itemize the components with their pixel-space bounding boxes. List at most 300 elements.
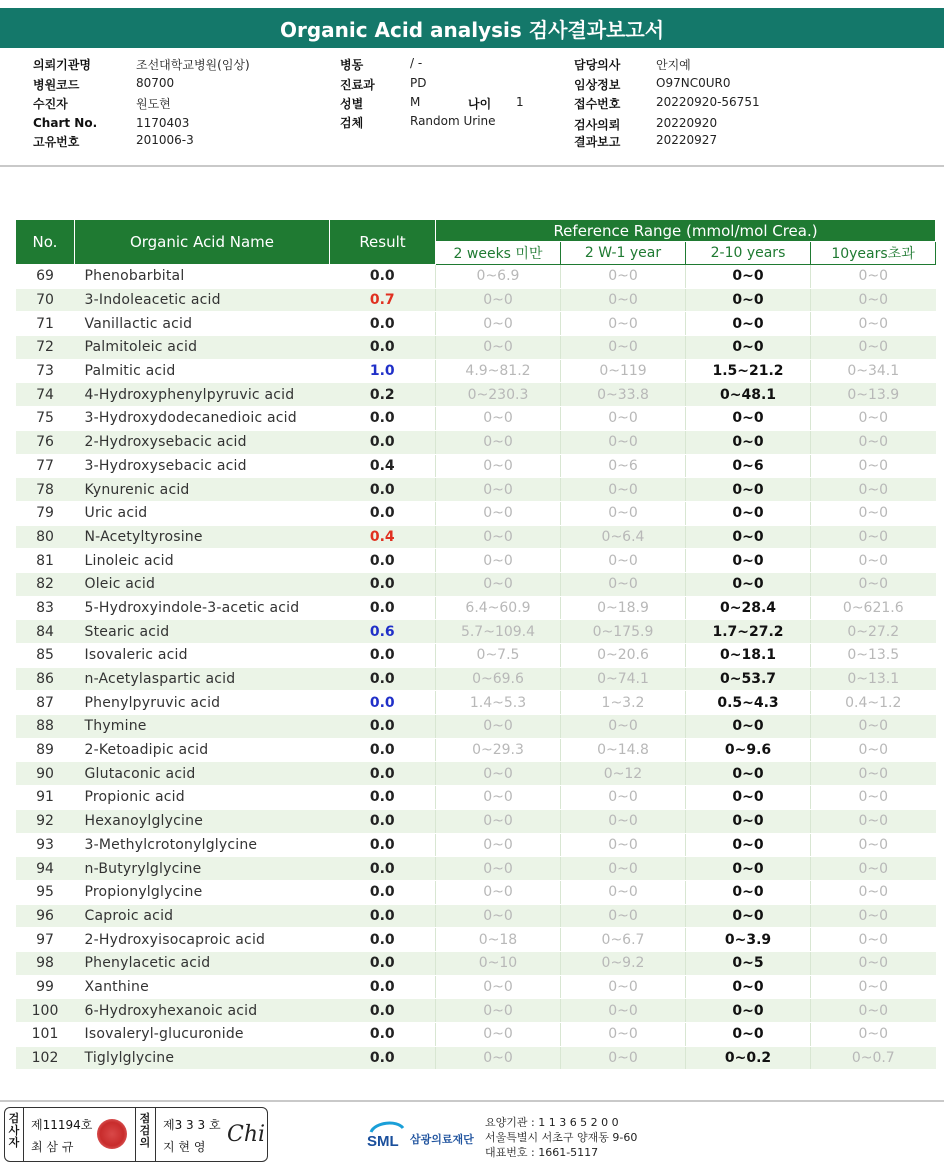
org-name: 삼광의료재단 (410, 1133, 474, 1146)
table-row (16, 880, 936, 904)
table-row (16, 904, 936, 928)
range-2w-1year: 0~0 (561, 857, 686, 881)
row-number: 86 (16, 667, 75, 691)
range-over-10-years: 0~0 (811, 1023, 936, 1047)
table-row (16, 525, 936, 549)
range-2-10-years: 0~48.1 (686, 383, 811, 407)
range-under-2-weeks: 0~6.9 (436, 265, 561, 289)
result-value: 0.7 (330, 288, 436, 312)
table-row (16, 1046, 936, 1070)
info-label: 접수번호 (574, 97, 621, 111)
range-over-10-years: 0~0 (811, 786, 936, 810)
approver-label: 점검의 (139, 1112, 151, 1149)
row-number: 101 (16, 1023, 75, 1047)
result-value: 0.0 (330, 975, 436, 999)
result-value: 0.0 (330, 501, 436, 525)
range-under-2-weeks: 0~0 (436, 999, 561, 1023)
range-2-10-years: 0~0 (686, 857, 811, 881)
info-label: 담당의사 (574, 58, 621, 72)
acid-name: Palmitic acid (75, 359, 330, 383)
col-header-no: No. (16, 220, 75, 265)
acid-name: 4-Hydroxyphenylpyruvic acid (75, 383, 330, 407)
range-2w-1year: 0~0 (561, 880, 686, 904)
row-number: 84 (16, 620, 75, 644)
address-line: 요양기관 : 1 1 3 6 5 2 0 0 (485, 1116, 619, 1129)
row-number: 85 (16, 644, 75, 668)
row-number: 77 (16, 454, 75, 478)
range-2w-1year: 0~0 (561, 999, 686, 1023)
table-row (16, 857, 936, 881)
row-number: 92 (16, 809, 75, 833)
inspector-label: 검사자 (8, 1112, 20, 1149)
range-over-10-years: 0~0 (811, 880, 936, 904)
table-row (16, 549, 936, 573)
col-header-result: Result (330, 220, 436, 265)
range-2-10-years: 0~0 (686, 904, 811, 928)
range-under-2-weeks: 0~69.6 (436, 667, 561, 691)
approver-name: 지 현 영 (163, 1140, 206, 1154)
row-number: 81 (16, 549, 75, 573)
table-row (16, 786, 936, 810)
table-row (16, 691, 936, 715)
acid-name: N-Acetyltyrosine (75, 525, 330, 549)
range-under-2-weeks: 0~0 (436, 572, 561, 596)
range-2w-1year: 0~74.1 (561, 667, 686, 691)
result-value: 0.0 (330, 1046, 436, 1070)
inspector-name: 최 삼 규 (31, 1140, 74, 1154)
result-value: 0.0 (330, 572, 436, 596)
range-under-2-weeks: 0~18 (436, 928, 561, 952)
result-value: 0.0 (330, 928, 436, 952)
range-2-10-years: 0~0 (686, 809, 811, 833)
acid-name: Isovaleric acid (75, 644, 330, 668)
row-number: 89 (16, 738, 75, 762)
range-under-2-weeks: 0~0 (436, 762, 561, 786)
approver-number: 제3 3 3 호 (163, 1118, 221, 1132)
range-2-10-years: 0~0 (686, 999, 811, 1023)
result-value: 0.0 (330, 667, 436, 691)
col-header-reference: Reference Range (mmol/mol Crea.) (436, 220, 936, 242)
row-number: 99 (16, 975, 75, 999)
range-under-2-weeks: 0~230.3 (436, 383, 561, 407)
table-row (16, 478, 936, 502)
row-number: 72 (16, 336, 75, 360)
col-header-range: 2 W-1 year (561, 242, 686, 265)
row-number: 87 (16, 691, 75, 715)
info-label: 병원코드 (33, 78, 80, 92)
col-header-range: 2 weeks 미만 (436, 242, 561, 265)
table-row (16, 809, 936, 833)
range-2-10-years: 1.7~27.2 (686, 620, 811, 644)
range-2-10-years: 0~0 (686, 975, 811, 999)
result-value: 0.4 (330, 454, 436, 478)
result-value: 0.0 (330, 1023, 436, 1047)
range-2w-1year: 1~3.2 (561, 691, 686, 715)
table-row (16, 572, 936, 596)
table-row (16, 667, 936, 691)
acid-name: Propionic acid (75, 786, 330, 810)
result-value: 0.0 (330, 644, 436, 668)
range-2w-1year: 0~0 (561, 407, 686, 431)
divider (23, 1108, 24, 1161)
address-block (485, 1115, 637, 1160)
row-number: 91 (16, 786, 75, 810)
range-under-2-weeks: 0~0 (436, 1046, 561, 1070)
info-label: 수진자 (33, 97, 68, 111)
info-label: 고유번호 (33, 135, 80, 149)
table-row (16, 738, 936, 762)
acid-name: Phenylpyruvic acid (75, 691, 330, 715)
range-over-10-years: 0~0 (811, 572, 936, 596)
range-2w-1year: 0~12 (561, 762, 686, 786)
info-value: Random Urine (410, 114, 496, 128)
acid-name: Caproic acid (75, 904, 330, 928)
range-2w-1year: 0~0 (561, 786, 686, 810)
range-2w-1year: 0~0 (561, 833, 686, 857)
row-number: 94 (16, 857, 75, 881)
range-under-2-weeks: 4.9~81.2 (436, 359, 561, 383)
info-value: / - (410, 56, 423, 70)
range-over-10-years: 0.4~1.2 (811, 691, 936, 715)
range-over-10-years: 0~34.1 (811, 359, 936, 383)
range-over-10-years: 0~0 (811, 809, 936, 833)
range-over-10-years: 0~0 (811, 951, 936, 975)
row-number: 79 (16, 501, 75, 525)
acid-name: 3-Hydroxydodecanedioic acid (75, 407, 330, 431)
row-number: 75 (16, 407, 75, 431)
range-2-10-years: 0~0 (686, 572, 811, 596)
range-2w-1year: 0~33.8 (561, 383, 686, 407)
range-over-10-years: 0~0 (811, 312, 936, 336)
acid-name: Linoleic acid (75, 549, 330, 573)
range-over-10-years: 0~27.2 (811, 620, 936, 644)
range-under-2-weeks: 0~0 (436, 975, 561, 999)
col-header-range: 2-10 years (686, 242, 811, 265)
table-row (16, 1023, 936, 1047)
range-over-10-years: 0~0 (811, 904, 936, 928)
table-row (16, 999, 936, 1023)
range-2-10-years: 0~0 (686, 880, 811, 904)
table-row (16, 833, 936, 857)
range-2-10-years: 0~0 (686, 525, 811, 549)
range-2-10-years: 0~0 (686, 478, 811, 502)
info-value: 20220927 (656, 133, 718, 147)
col-header-range: 10years초과 (811, 242, 936, 265)
divider (0, 1100, 944, 1102)
table-row (16, 383, 936, 407)
range-2w-1year: 0~14.8 (561, 738, 686, 762)
acid-name: 3-Indoleacetic acid (75, 288, 330, 312)
divider (155, 1108, 156, 1161)
range-under-2-weeks: 0~0 (436, 454, 561, 478)
result-value: 0.0 (330, 265, 436, 289)
result-value: 0.0 (330, 880, 436, 904)
range-2-10-years: 0~0 (686, 715, 811, 739)
range-2-10-years: 0~18.1 (686, 644, 811, 668)
range-under-2-weeks: 0~0 (436, 407, 561, 431)
info-label: 임상정보 (574, 78, 621, 92)
range-2-10-years: 0~0.2 (686, 1046, 811, 1070)
report-title: Organic Acid analysis 검사결과보고서 (0, 8, 944, 48)
info-label: Chart No. (33, 116, 98, 130)
range-2-10-years: 0~9.6 (686, 738, 811, 762)
range-2w-1year: 0~0 (561, 336, 686, 360)
range-2w-1year: 0~6.7 (561, 928, 686, 952)
table-row (16, 620, 936, 644)
acid-name: Glutaconic acid (75, 762, 330, 786)
range-over-10-years: 0~621.6 (811, 596, 936, 620)
range-2-10-years: 0~0 (686, 407, 811, 431)
range-2-10-years: 0~0 (686, 430, 811, 454)
acid-name: n-Acetylaspartic acid (75, 667, 330, 691)
range-over-10-years: 0~0 (811, 928, 936, 952)
acid-name: Uric acid (75, 501, 330, 525)
table-row (16, 454, 936, 478)
range-2w-1year: 0~0 (561, 478, 686, 502)
range-2w-1year: 0~0 (561, 288, 686, 312)
result-value: 0.6 (330, 620, 436, 644)
result-value: 0.0 (330, 999, 436, 1023)
range-over-10-years: 0~0 (811, 975, 936, 999)
range-under-2-weeks: 0~0 (436, 833, 561, 857)
row-number: 71 (16, 312, 75, 336)
acid-name: Phenobarbital (75, 265, 330, 289)
range-under-2-weeks: 0~0 (436, 715, 561, 739)
acid-name: Vanillactic acid (75, 312, 330, 336)
info-value: 원도현 (136, 97, 171, 111)
table-row (16, 951, 936, 975)
acid-name: 3-Hydroxysebacic acid (75, 454, 330, 478)
info-label: 병동 (340, 58, 364, 72)
range-under-2-weeks: 0~0 (436, 501, 561, 525)
row-number: 73 (16, 359, 75, 383)
logo-text: SML (367, 1133, 399, 1150)
range-under-2-weeks: 5.7~109.4 (436, 620, 561, 644)
range-2w-1year: 0~0 (561, 975, 686, 999)
table-row (16, 715, 936, 739)
info-label: 의뢰기관명 (33, 58, 91, 72)
acid-name: Tiglylglycine (75, 1046, 330, 1070)
info-label: 검체 (340, 116, 364, 130)
range-under-2-weeks: 0~0 (436, 336, 561, 360)
table-row (16, 975, 936, 999)
range-over-10-years: 0~0 (811, 857, 936, 881)
range-over-10-years: 0~13.5 (811, 644, 936, 668)
info-value: O97NC0UR0 (656, 76, 731, 90)
row-number: 95 (16, 880, 75, 904)
info-label: 나이 (468, 97, 492, 111)
range-over-10-years: 0~0 (811, 715, 936, 739)
range-over-10-years: 0~0 (811, 833, 936, 857)
info-value: 201006-3 (136, 133, 194, 147)
acid-name: Kynurenic acid (75, 478, 330, 502)
range-under-2-weeks: 0~7.5 (436, 644, 561, 668)
range-under-2-weeks: 6.4~60.9 (436, 596, 561, 620)
address-line: 서울특별시 서초구 양재동 9-60 (485, 1131, 638, 1144)
result-value: 0.0 (330, 596, 436, 620)
range-2w-1year: 0~20.6 (561, 644, 686, 668)
acid-name: Phenylacetic acid (75, 951, 330, 975)
table-row (16, 430, 936, 454)
sml-logo-icon (365, 1118, 407, 1154)
range-2w-1year: 0~0 (561, 1023, 686, 1047)
results-table (15, 219, 936, 1070)
range-2w-1year: 0~0 (561, 809, 686, 833)
range-2w-1year: 0~0 (561, 549, 686, 573)
acid-name: n-Butyrylglycine (75, 857, 330, 881)
row-number: 88 (16, 715, 75, 739)
row-number: 98 (16, 951, 75, 975)
row-number: 80 (16, 525, 75, 549)
row-number: 70 (16, 288, 75, 312)
row-number: 96 (16, 904, 75, 928)
result-value: 0.2 (330, 383, 436, 407)
range-2-10-years: 0~0 (686, 312, 811, 336)
seal-stamp-icon (97, 1119, 127, 1149)
range-2w-1year: 0~18.9 (561, 596, 686, 620)
range-2w-1year: 0~0 (561, 265, 686, 289)
acid-name: Thymine (75, 715, 330, 739)
result-value: 0.0 (330, 430, 436, 454)
range-under-2-weeks: 0~0 (436, 786, 561, 810)
range-2w-1year: 0~0 (561, 501, 686, 525)
range-under-2-weeks: 0~29.3 (436, 738, 561, 762)
result-value: 0.0 (330, 336, 436, 360)
range-over-10-years: 0~0 (811, 501, 936, 525)
acid-name: Hexanoylglycine (75, 809, 330, 833)
result-value: 0.0 (330, 833, 436, 857)
info-value: PD (410, 76, 427, 90)
info-value: 80700 (136, 76, 175, 90)
result-value: 0.0 (330, 904, 436, 928)
result-value: 0.0 (330, 762, 436, 786)
range-over-10-years: 0~0 (811, 738, 936, 762)
table-row (16, 336, 936, 360)
row-number: 69 (16, 265, 75, 289)
range-over-10-years: 0~0 (811, 288, 936, 312)
range-2-10-years: 1.5~21.2 (686, 359, 811, 383)
info-value: 1 (516, 95, 524, 109)
range-under-2-weeks: 0~0 (436, 904, 561, 928)
range-under-2-weeks: 0~0 (436, 880, 561, 904)
info-value: 안지예 (656, 58, 691, 72)
divider (135, 1108, 136, 1161)
info-value: 20220920 (656, 116, 718, 130)
range-2-10-years: 0~28.4 (686, 596, 811, 620)
info-label: 진료과 (340, 78, 375, 92)
table-row (16, 359, 936, 383)
range-under-2-weeks: 0~0 (436, 1023, 561, 1047)
range-2-10-years: 0~0 (686, 265, 811, 289)
range-over-10-years: 0~0 (811, 525, 936, 549)
range-over-10-years: 0~0 (811, 999, 936, 1023)
range-under-2-weeks: 0~0 (436, 288, 561, 312)
results-body (16, 265, 936, 1070)
table-row (16, 288, 936, 312)
range-over-10-years: 0~0.7 (811, 1046, 936, 1070)
range-2w-1year: 0~119 (561, 359, 686, 383)
row-number: 100 (16, 999, 75, 1023)
acid-name: 2-Hydroxyisocaproic acid (75, 928, 330, 952)
table-row (16, 762, 936, 786)
result-value: 0.0 (330, 738, 436, 762)
range-2-10-years: 0~0 (686, 549, 811, 573)
row-number: 83 (16, 596, 75, 620)
acid-name: Isovaleryl-glucuronide (75, 1023, 330, 1047)
result-value: 0.0 (330, 857, 436, 881)
range-over-10-years: 0~0 (811, 407, 936, 431)
range-2-10-years: 0~0 (686, 336, 811, 360)
address-line: 대표번호 : 1661-5117 (485, 1146, 599, 1159)
range-2w-1year: 0~175.9 (561, 620, 686, 644)
range-under-2-weeks: 1.4~5.3 (436, 691, 561, 715)
table-row (16, 501, 936, 525)
result-value: 0.0 (330, 786, 436, 810)
range-2-10-years: 0.5~4.3 (686, 691, 811, 715)
range-2-10-years: 0~0 (686, 786, 811, 810)
result-value: 1.0 (330, 359, 436, 383)
row-number: 102 (16, 1046, 75, 1070)
range-2w-1year: 0~0 (561, 715, 686, 739)
range-2-10-years: 0~53.7 (686, 667, 811, 691)
col-header-name: Organic Acid Name (75, 220, 330, 265)
range-over-10-years: 0~0 (811, 336, 936, 360)
result-value: 0.0 (330, 715, 436, 739)
acid-name: 6-Hydroxyhexanoic acid (75, 999, 330, 1023)
table-row (16, 407, 936, 431)
range-2w-1year: 0~6 (561, 454, 686, 478)
acid-name: Oleic acid (75, 572, 330, 596)
row-number: 78 (16, 478, 75, 502)
result-value: 0.0 (330, 951, 436, 975)
table-row (16, 596, 936, 620)
acid-name: 5-Hydroxyindole-3-acetic acid (75, 596, 330, 620)
range-2-10-years: 0~0 (686, 1023, 811, 1047)
inspector-number: 제11194호 (31, 1118, 93, 1132)
range-2-10-years: 0~3.9 (686, 928, 811, 952)
range-2w-1year: 0~0 (561, 430, 686, 454)
range-over-10-years: 0~0 (811, 265, 936, 289)
table-row (16, 644, 936, 668)
range-under-2-weeks: 0~0 (436, 857, 561, 881)
acid-name: 2-Hydroxysebacic acid (75, 430, 330, 454)
divider (0, 165, 944, 167)
acid-name: Xanthine (75, 975, 330, 999)
range-under-2-weeks: 0~0 (436, 809, 561, 833)
range-2-10-years: 0~0 (686, 762, 811, 786)
row-number: 93 (16, 833, 75, 857)
acid-name: Propionylglycine (75, 880, 330, 904)
range-over-10-years: 0~13.9 (811, 383, 936, 407)
row-number: 82 (16, 572, 75, 596)
row-number: 74 (16, 383, 75, 407)
range-under-2-weeks: 0~0 (436, 430, 561, 454)
result-value: 0.0 (330, 809, 436, 833)
range-2w-1year: 0~6.4 (561, 525, 686, 549)
range-2w-1year: 0~0 (561, 1046, 686, 1070)
range-over-10-years: 0~0 (811, 762, 936, 786)
info-label: 결과보고 (574, 135, 621, 149)
signature: Chi (227, 1122, 266, 1147)
acid-name: Palmitoleic acid (75, 336, 330, 360)
range-2-10-years: 0~0 (686, 501, 811, 525)
acid-name: 3-Methylcrotonylglycine (75, 833, 330, 857)
result-value: 0.0 (330, 312, 436, 336)
range-2w-1year: 0~9.2 (561, 951, 686, 975)
acid-name: Stearic acid (75, 620, 330, 644)
range-2-10-years: 0~6 (686, 454, 811, 478)
info-value: 20220920-56751 (656, 95, 760, 109)
